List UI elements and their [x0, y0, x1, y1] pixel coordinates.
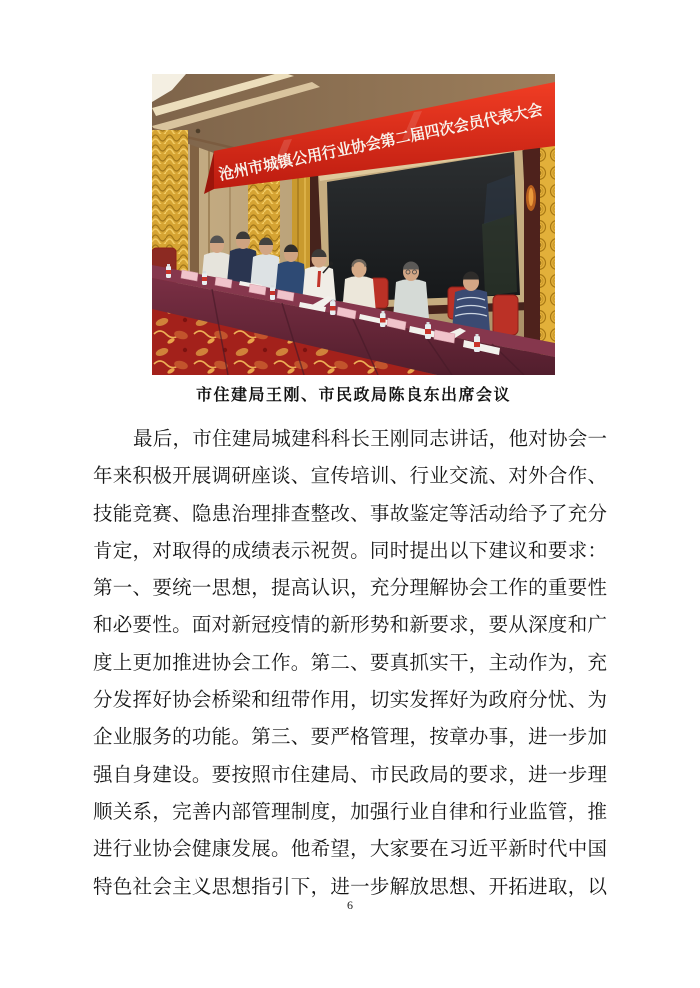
body-line: 企业服务的功能。第三、要严格管理，按章办事，进一步加 — [93, 727, 607, 749]
ceiling-downlight — [196, 129, 201, 134]
body-line: 肯定，对取得的成绩表示祝贺。同时提出以下建议和要求： — [93, 540, 607, 562]
body-line: 特色社会主义思想指引下，进一步解放思想、开拓进取，以 — [93, 876, 607, 898]
right-gold-column — [524, 132, 555, 355]
page-number: 6 — [347, 898, 353, 912]
body-line: 技能竞赛、隐患治理排查整改、事故鉴定等活动给予了充分 — [93, 503, 607, 525]
body-paragraph — [93, 421, 607, 906]
photo-caption: 市住建局王刚、市民政局陈良东出席会议 — [195, 387, 511, 404]
meeting-photo — [152, 74, 555, 375]
body-line: 第一、要统一思想，提高认识，充分理解协会工作的重要性 — [93, 578, 607, 600]
body-line: 年来积极开展调研座谈、宣传培训、行业交流、对外合作、 — [93, 466, 607, 488]
body-line: 进行业协会健康发展。他希望，大家要在习近平新时代中国 — [93, 839, 607, 861]
body-line: 最后，市住建局城建科科长王刚同志讲话，他对协会一 — [133, 429, 607, 450]
body-line: 顺关系，完善内部管理制度，加强行业自律和行业监管，推 — [93, 801, 607, 823]
body-line: 分发挥好协会桥梁和纽带作用，切实发挥好为政府分忧、为 — [93, 690, 607, 712]
meeting-photo-canvas — [152, 74, 555, 375]
body-line: 和必要性。面对新冠疫情的新形势和新要求，要从深度和广 — [93, 615, 607, 637]
banner-text: 沧州市城镇公用行业协会第二届四次会员代表大会 — [217, 99, 555, 184]
body-line: 强自身建设。要按照市住建局、市民政局的要求，进一步理 — [93, 764, 607, 786]
body-line: 度上更加推进协会工作。第二、要真抓实干，主动作为，充 — [93, 652, 607, 674]
